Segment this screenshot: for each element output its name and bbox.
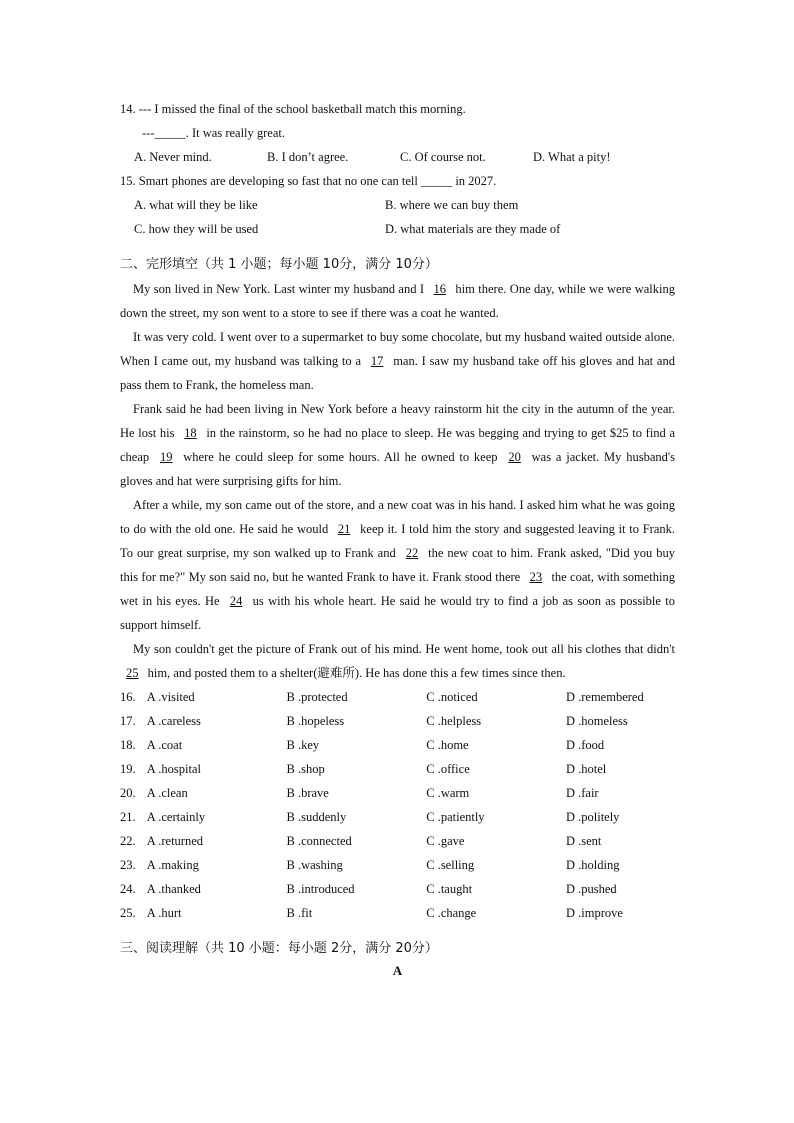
option-d: D .food [565,738,605,752]
option-c: C .selling [426,858,475,872]
option-a: A .hurt [146,906,182,920]
exam-page [120,97,675,981]
option-c: C .home [426,738,469,752]
passage-text: where he could sleep for some hours. All he owned to keep [178,450,503,464]
passage-text: was a jacket. My husband's gloves and hat were surprising gifts for him. [120,450,675,488]
passage-text: him, and posted them to a shelter(避难所). He has done this a few times since then. [144,666,566,680]
q15-option-d: D. what materials are they made of [385,222,561,236]
option-d: D .pushed [565,882,617,896]
q15-option-c: C. how they will be used [134,222,259,236]
q15-options-row2 [120,217,675,241]
q15-stem: 15. Smart phones are developing so fast that no one can tell _____ in 2027. [120,174,497,188]
passage-text: After a while, my son came out of the store, and a new coat was in his hand. I asked him what he was going to do with the old one. He said he would [120,498,675,536]
option-b: B .hopeless [286,714,345,728]
blank-16: 16 [433,282,446,296]
option-a: A .clean [146,786,188,800]
option-number: 17. [120,714,136,728]
passage-text: My son lived in New York. Last winter my husband and I [133,282,428,296]
blank-25: 25 [126,666,139,680]
cloze-option-row [120,853,675,877]
option-d: D .politely [565,810,620,824]
passage-text: Frank said he had been living in New York before a heavy rainstorm hit the city in the autumn of the year. He lost his [120,402,675,440]
option-c: C .taught [426,882,473,896]
option-number: 24. [120,882,136,896]
option-d: D .fair [565,786,599,800]
option-number: 16. [120,690,136,704]
cloze-option-row [120,781,675,805]
option-b: B .protected [286,690,348,704]
q14-option-d: D. What a pity! [533,150,611,164]
option-b: B .washing [286,858,343,872]
option-c: C .helpless [426,714,482,728]
blank-18: 18 [184,426,197,440]
section3-sub: A [392,963,403,978]
option-number: 18. [120,738,136,752]
passage-text: in the rainstorm, so he had no place to sleep. He was begging and trying to get $25 to find a cheap [120,426,675,464]
blank-21: 21 [337,522,351,536]
option-c: C .patiently [426,810,485,824]
passage-text: us with his whole heart. He said he would try to find a job as soon as possible to support himself. [120,594,675,632]
option-c: C .warm [426,786,470,800]
option-d: D .remembered [565,690,644,704]
passage-text: man. I saw my husband take off his gloves and hat and pass them to Frank, the homeless man. [120,354,675,392]
blank-20: 20 [508,450,521,464]
option-c: C .change [426,906,477,920]
passage-paragraph [120,277,675,325]
q14-reply: ---_____. It was really great. [142,126,285,140]
q15-option-a: A. what will they be like [134,198,258,212]
q14-stem: 14. --- I missed the final of the school basketball match this morning. [120,102,466,116]
passage-text: him there. One day, while we were walking down the street, my son went to a store to see if there was a coat he wanted. [120,282,675,320]
blank-24: 24 [229,594,243,608]
passage-paragraph [120,397,675,493]
option-d: D .improve [565,906,623,920]
option-d: D .sent [565,834,602,848]
blank-19: 19 [159,450,173,464]
blank-22: 22 [405,546,419,560]
option-number: 20. [120,786,136,800]
cloze-option-row [120,757,675,781]
q14-option-c: C. Of course not. [400,150,486,164]
option-number: 22. [120,834,136,848]
cloze-options [120,685,675,925]
passage-text: the new coat to him. Frank asked, "Did you buy this for me?" My son said no, but he wanted Frank to have it. Frank stood there [120,546,675,584]
option-a: A .thanked [146,882,201,896]
option-number: 21. [120,810,136,824]
option-a: A .certainly [146,810,206,824]
passage-text: keep it. I told him the story and suggested leaving it to Frank. To our great surprise, my son walked up to Frank and [120,522,675,560]
q15-options-row1 [120,193,675,217]
passage-paragraph [120,637,675,685]
cloze-option-row [120,685,675,709]
option-b: B .fit [286,906,313,920]
q14-option-b: B. I don’t agree. [267,150,349,164]
option-b: B .introduced [286,882,355,896]
option-a: A .hospital [146,762,201,776]
option-d: D .homeless [565,714,628,728]
q14-option-a: A. Never mind. [134,150,212,164]
option-b: B .shop [286,762,325,776]
option-number: 19. [120,762,136,776]
blank-17: 17 [370,354,384,368]
passage-paragraph [120,493,675,637]
option-number: 25. [120,906,136,920]
option-b: B .key [286,738,320,752]
cloze-passage [120,277,675,685]
option-number: 23. [120,858,136,872]
option-a: A .careless [146,714,201,728]
q14-options [120,145,675,169]
option-b: B .brave [286,786,329,800]
cloze-option-row [120,805,675,829]
option-a: A .returned [146,834,203,848]
option-c: C .gave [426,834,465,848]
option-d: D .hotel [565,762,607,776]
cloze-option-row [120,709,675,733]
section3-title: 三、阅读理解（共 10 小题：每小题 2分，满分 20分） [120,941,438,956]
option-b: B .suddenly [286,810,347,824]
section2-title: 二、完形填空（共 1 小题；每小题 10分，满分 10分） [120,257,438,272]
option-d: D .holding [565,858,620,872]
passage-text: My son couldn't get the picture of Frank out of his mind. He went home, took out all his clothes that didn't [133,642,675,656]
option-a: A .visited [146,690,195,704]
option-c: C .noticed [426,690,478,704]
cloze-option-row [120,829,675,853]
cloze-option-row [120,733,675,757]
option-c: C .office [426,762,470,776]
q15-option-b: B. where we can buy them [385,198,519,212]
option-b: B .connected [286,834,352,848]
cloze-option-row [120,877,675,901]
blank-23: 23 [529,570,543,584]
cloze-option-row [120,901,675,925]
passage-text: the coat, with something wet in his eyes. He [120,570,675,608]
option-a: A .making [146,858,199,872]
option-a: A .coat [146,738,183,752]
passage-paragraph [120,325,675,397]
passage-text: It was very cold. I went over to a supermarket to buy some chocolate, but my husband waited outside alone. When I came out, my husband was talking to a [120,330,675,368]
